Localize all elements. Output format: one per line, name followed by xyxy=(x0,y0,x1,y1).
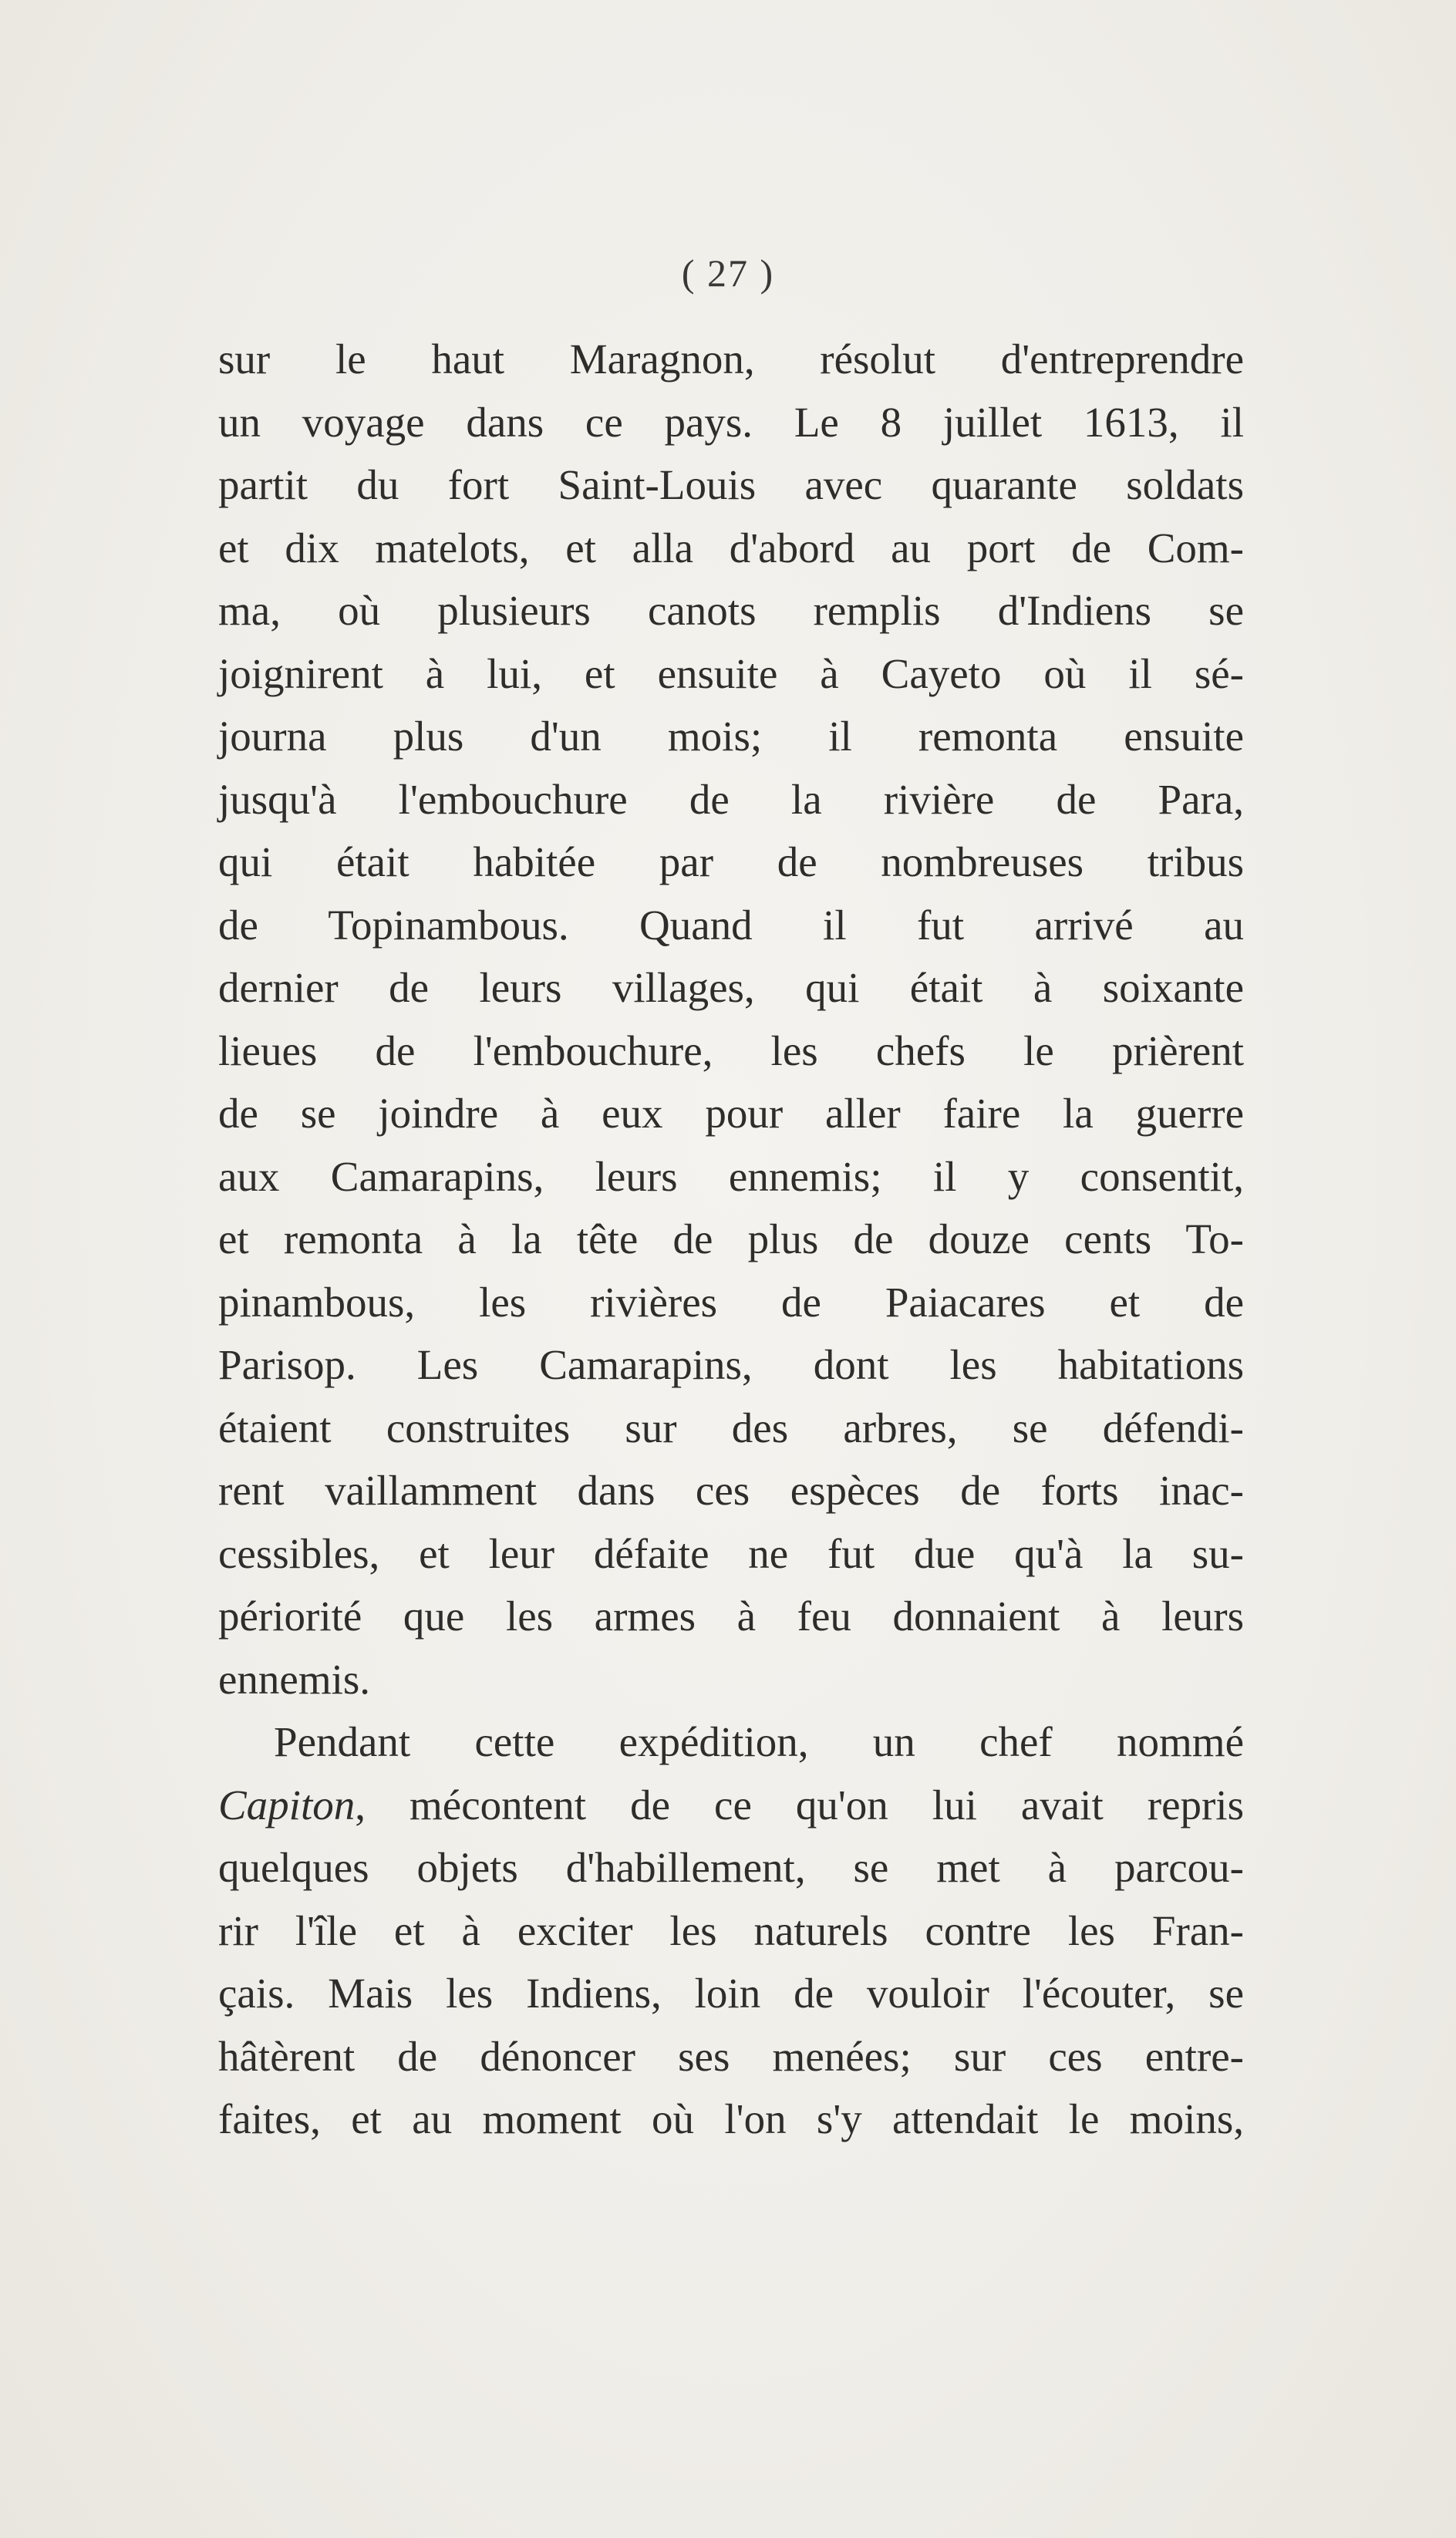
text-span: , mécontent de ce qu'on lui avait repris xyxy=(355,1781,1244,1829)
page-number: ( 27 ) xyxy=(681,251,775,295)
text-line: quelques objets d'habillement, se met à parcou- xyxy=(218,1844,1244,1891)
body-text xyxy=(218,328,1244,2151)
text-line: ma, où plusieurs canots remplis d'Indiens se xyxy=(218,587,1244,634)
text-line: de Topinambous. Quand il fut arrivé au xyxy=(218,901,1244,949)
text-line: cessibles, et leur défaite ne fut due qu'à la su- xyxy=(218,1529,1244,1577)
text-line: journa plus d'un mois; il remonta ensuite xyxy=(218,713,1244,760)
text-line: rir l'île et à exciter les naturels contre les Fran- xyxy=(218,1906,1244,1954)
text-line: pinambous, les rivières de Paiacares et de xyxy=(218,1278,1244,1326)
text-line: étaient construites sur des arbres, se défendi- xyxy=(218,1404,1244,1451)
paragraph-2 xyxy=(218,1711,1244,2151)
text-line: lieues de l'embouchure, les chefs le prièrent xyxy=(218,1026,1244,1074)
text-line: partit du fort Saint-Louis avec quarante soldats xyxy=(218,461,1244,508)
text-line: jusqu'à l'embouchure de la rivière de Para, xyxy=(218,775,1244,823)
text-line: rent vaillamment dans ces espèces de forts inac- xyxy=(218,1467,1244,1514)
text-line: et dix matelots, et alla d'abord au port de Com- xyxy=(218,524,1244,571)
text-line: faites, et au moment où l'on s'y attendait le moins, xyxy=(218,2095,1244,2142)
text-line: Parisop. Les Camarapins, dont les habitations xyxy=(218,1341,1244,1388)
text-line: dernier de leurs villages, qui était à soixante xyxy=(218,964,1244,1011)
text-line: ennemis. xyxy=(218,1655,371,1703)
text-line: aux Camarapins, leurs ennemis; il y consentit, xyxy=(218,1152,1244,1200)
text-line: Pendant cette expédition, un chef nommé xyxy=(274,1718,1244,1765)
text-line: joignirent à lui, et ensuite à Cayeto où il sé- xyxy=(218,649,1244,697)
text-line xyxy=(218,1774,1244,1837)
text-line: de se joindre à eux pour aller faire la guerre xyxy=(218,1090,1244,1137)
text-line: hâtèrent de dénoncer ses menées; sur ces entre- xyxy=(218,2032,1244,2080)
text-line: périorité que les armes à feu donnaient à leurs xyxy=(218,1593,1244,1640)
italic-name: Capiton xyxy=(218,1781,356,1829)
text-line: qui était habitée par de nombreuses tribus xyxy=(218,838,1244,885)
text-line: et remonta à la tête de plus de douze cents To- xyxy=(218,1215,1244,1262)
paragraph-1 xyxy=(218,328,1244,1711)
text-line: çais. Mais les Indiens, loin de vouloir l'écouter, se xyxy=(218,1970,1244,2017)
text-line: un voyage dans ce pays. Le 8 juillet 1613, il xyxy=(218,398,1244,446)
text-line: sur le haut Maragnon, résolut d'entreprendre xyxy=(218,335,1244,383)
